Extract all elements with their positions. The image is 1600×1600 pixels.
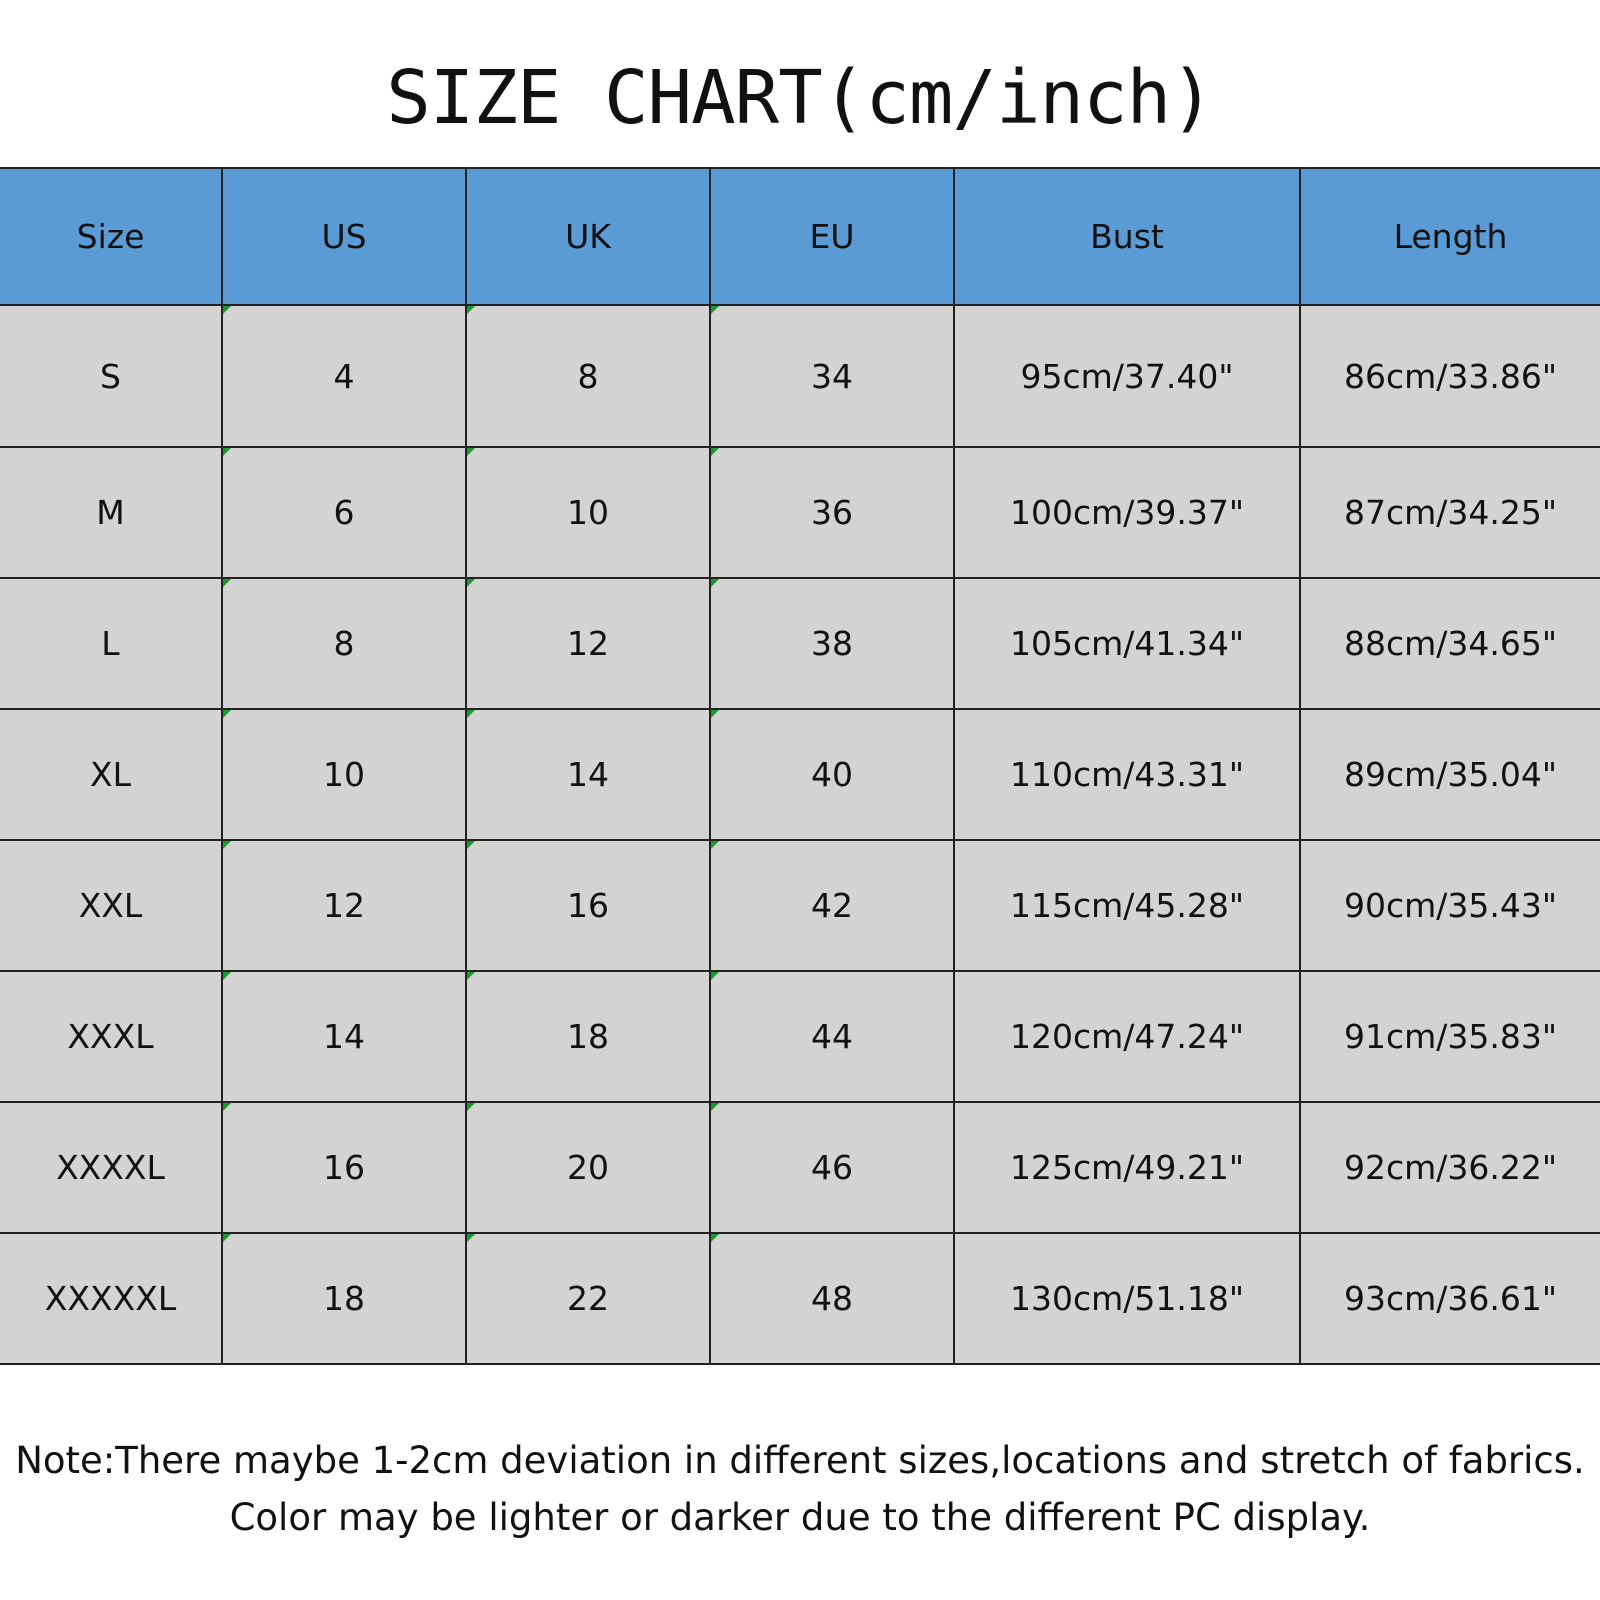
table-cell-us: 8 xyxy=(222,578,466,709)
size-chart-table xyxy=(0,167,1600,1365)
table-cell-eu: 40 xyxy=(710,709,954,840)
table-row xyxy=(0,447,1600,578)
table-cell-eu: 38 xyxy=(710,578,954,709)
table-cell-length: 91cm/35.83" xyxy=(1300,971,1600,1102)
column-header-length: Length xyxy=(1300,168,1600,305)
table-cell-us: 6 xyxy=(222,447,466,578)
table-row xyxy=(0,578,1600,709)
table-cell-size: L xyxy=(0,578,222,709)
table-row xyxy=(0,709,1600,840)
table-cell-uk: 22 xyxy=(466,1233,710,1364)
table-cell-length: 86cm/33.86" xyxy=(1300,305,1600,447)
table-cell-eu: 34 xyxy=(710,305,954,447)
table-cell-us: 4 xyxy=(222,305,466,447)
table-cell-bust: 125cm/49.21" xyxy=(954,1102,1300,1233)
table-cell-size: XXL xyxy=(0,840,222,971)
table-cell-uk: 12 xyxy=(466,578,710,709)
table-cell-bust: 95cm/37.40" xyxy=(954,305,1300,447)
table-row xyxy=(0,305,1600,447)
table-row xyxy=(0,840,1600,971)
column-header-bust: Bust xyxy=(954,168,1300,305)
table-cell-length: 92cm/36.22" xyxy=(1300,1102,1600,1233)
table-cell-us: 12 xyxy=(222,840,466,971)
table-cell-eu: 48 xyxy=(710,1233,954,1364)
table-row xyxy=(0,1233,1600,1364)
table-cell-uk: 10 xyxy=(466,447,710,578)
column-header-eu: EU xyxy=(710,168,954,305)
table-cell-us: 18 xyxy=(222,1233,466,1364)
table-cell-us: 10 xyxy=(222,709,466,840)
note-line-2: Color may be lighter or darker due to the different PC display. xyxy=(229,1496,1371,1539)
table-cell-bust: 115cm/45.28" xyxy=(954,840,1300,971)
table-cell-length: 93cm/36.61" xyxy=(1300,1233,1600,1364)
table-cell-bust: 110cm/43.31" xyxy=(954,709,1300,840)
table-cell-size: XL xyxy=(0,709,222,840)
table-cell-uk: 18 xyxy=(466,971,710,1102)
table-cell-length: 90cm/35.43" xyxy=(1300,840,1600,971)
table-cell-bust: 105cm/41.34" xyxy=(954,578,1300,709)
table-cell-eu: 42 xyxy=(710,840,954,971)
table-cell-uk: 14 xyxy=(466,709,710,840)
table-cell-length: 88cm/34.65" xyxy=(1300,578,1600,709)
table-cell-size: XXXL xyxy=(0,971,222,1102)
table-cell-eu: 46 xyxy=(710,1102,954,1233)
table-row xyxy=(0,971,1600,1102)
table-cell-uk: 8 xyxy=(466,305,710,447)
table-cell-uk: 20 xyxy=(466,1102,710,1233)
table-cell-bust: 100cm/39.37" xyxy=(954,447,1300,578)
table-row xyxy=(0,1102,1600,1233)
table-cell-us: 14 xyxy=(222,971,466,1102)
table-cell-size: M xyxy=(0,447,222,578)
note xyxy=(0,1432,1600,1546)
table-body xyxy=(0,305,1600,1364)
note-line-1: Note:There maybe 1-2cm deviation in different sizes,locations and stretch of fabrics. xyxy=(15,1439,1585,1482)
table-cell-us: 16 xyxy=(222,1102,466,1233)
table-cell-bust: 130cm/51.18" xyxy=(954,1233,1300,1364)
column-header-size: Size xyxy=(0,168,222,305)
table-cell-bust: 120cm/47.24" xyxy=(954,971,1300,1102)
table-cell-size: XXXXL xyxy=(0,1102,222,1233)
table-cell-length: 87cm/34.25" xyxy=(1300,447,1600,578)
column-header-uk: UK xyxy=(466,168,710,305)
table-cell-uk: 16 xyxy=(466,840,710,971)
column-header-us: US xyxy=(222,168,466,305)
table-cell-length: 89cm/35.04" xyxy=(1300,709,1600,840)
page-title: SIZE CHART(cm/inch) xyxy=(386,55,1214,141)
table-cell-size: XXXXXL xyxy=(0,1233,222,1364)
table-cell-eu: 36 xyxy=(710,447,954,578)
table-cell-eu: 44 xyxy=(710,971,954,1102)
table-cell-size: S xyxy=(0,305,222,447)
table-header-row xyxy=(0,168,1600,305)
